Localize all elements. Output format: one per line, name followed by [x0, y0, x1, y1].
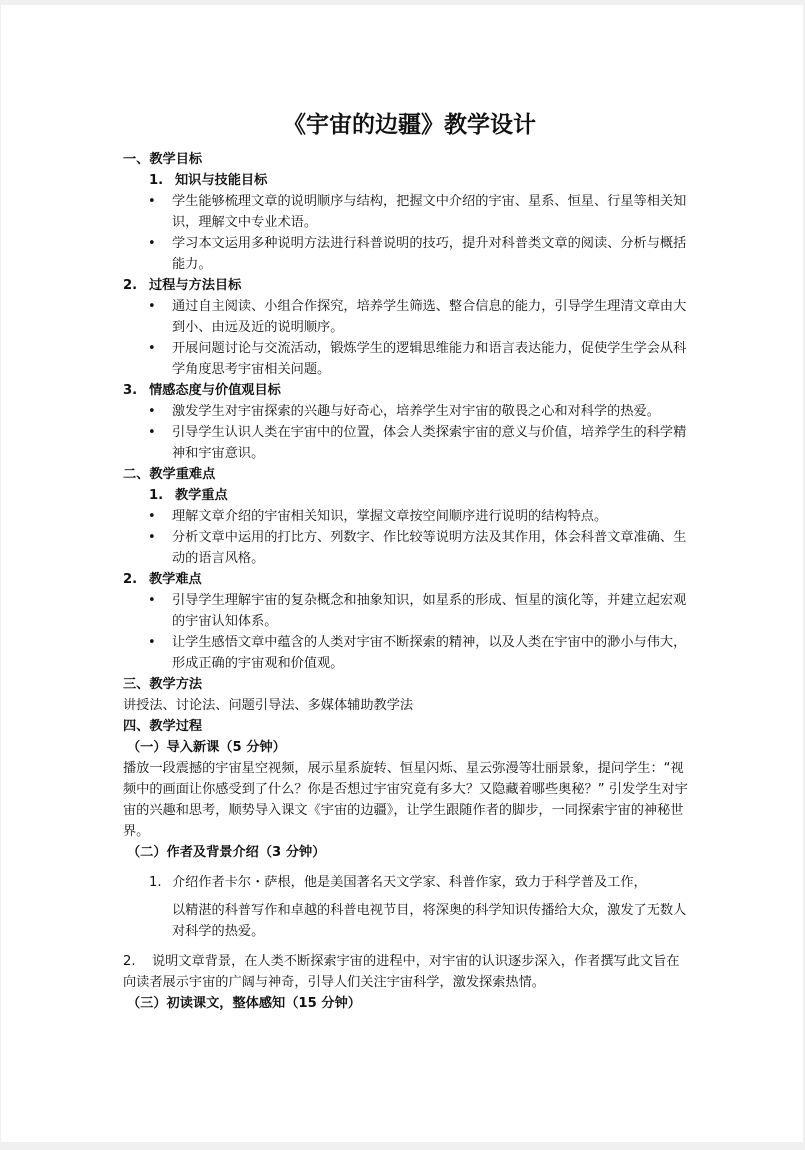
subheading-knowledge-skills: [123, 170, 688, 191]
list-item-text: 理解文章介绍的宇宙相关知识，掌握文章按空间顺序进行说明的结构特点。: [172, 509, 608, 524]
list-item-text: 让学生感悟文章中蕴含的人类对宇宙不断探索的精神，以及人类在宇宙中的渺小与伟大，形成正确的宇宙观和价值观。: [172, 635, 687, 671]
list-item-text: 激发学生对宇宙探索的兴趣与好奇心，培养学生对宇宙的敬畏之心和对科学的热爱。: [172, 404, 660, 419]
subheading-label: 教学重点: [175, 488, 228, 503]
list-number: 1.: [149, 875, 162, 890]
list-item: [123, 191, 688, 233]
list-item: [123, 422, 688, 464]
bullet-icon: •: [148, 236, 156, 251]
list-item: [123, 401, 688, 422]
list-item: [123, 632, 688, 674]
step-heading-intro: （一）导入新课（5 分钟）: [127, 740, 286, 755]
list-number: 2.: [123, 954, 136, 969]
subheading-number: 2.: [123, 278, 138, 293]
document-page: [1, 5, 803, 1142]
subheading-process-methods: [123, 275, 688, 296]
methods-text: 讲授法、讨论法、问题引导法、多媒体辅助教学法: [123, 698, 414, 713]
list-item: [123, 233, 688, 275]
subheading-number: 1.: [149, 173, 164, 188]
document-content: [123, 108, 688, 1014]
bullet-icon: •: [148, 530, 156, 545]
subheading-number: 1.: [149, 488, 164, 503]
list-item: [123, 590, 688, 632]
subheading-attitude-values: [123, 380, 688, 401]
bullet-icon: •: [148, 341, 156, 356]
subheading-label: 教学难点: [149, 572, 202, 587]
bullet-icon: •: [148, 404, 156, 419]
list-item: [123, 506, 688, 527]
author-item-1-line1: 介绍作者卡尔・萨根，他是美国著名天文学家、科普作家，致力于科学普及工作，: [172, 875, 647, 890]
list-item-text: 引导学生理解宇宙的复杂概念和抽象知识，如星系的形成、恒星的演化等，并建立起宏观的宇宙认知体系。: [172, 593, 687, 629]
document-title: 《宇宙的边疆》教学设计: [283, 112, 536, 138]
bullet-icon: •: [148, 194, 156, 209]
subheading-label: 情感态度与价值观目标: [149, 383, 281, 398]
list-item: [123, 338, 688, 380]
list-item: [123, 296, 688, 338]
author-item-1-line2: 以精湛的科普写作和卓越的科普电视节目，将深奥的科学知识传播给大众，激发了无数人对科学的热爱。: [172, 903, 687, 939]
list-item-text: 学生能够梳理文章的说明顺序与结构，把握文中介绍的宇宙、星系、恒星、行星等相关知识，理解文中专业术语。: [172, 194, 687, 230]
author-item-1: [123, 872, 688, 942]
subheading-label: 知识与技能目标: [175, 173, 268, 188]
subheading-number: 2.: [123, 572, 138, 587]
step-heading-first-reading: （三）初读课文，整体感知（15 分钟）: [127, 996, 361, 1011]
author-item-2: [123, 951, 688, 993]
subheading-number: 3.: [123, 383, 138, 398]
list-item-text: 开展问题讨论与交流活动，锻炼学生的逻辑思维能力和语言表达能力，促使学生学会从科学角度思考宇宙相关问题。: [172, 341, 687, 377]
list-item-text: 通过自主阅读、小组合作探究，培养学生筛选、整合信息的能力，引导学生理清文章由大到小、由远及近的说明顺序。: [172, 299, 687, 335]
subheading-difficulties: [123, 569, 688, 590]
step-heading-author: （二）作者及背景介绍（3 分钟）: [127, 845, 326, 860]
section-heading-key-points: 二、教学重难点: [123, 467, 216, 482]
list-item-text: 分析文章中运用的打比方、列数字、作比较等说明方法及其作用，体会科普文章准确、生动的语言风格。: [172, 530, 687, 566]
bullet-icon: •: [148, 425, 156, 440]
list-item-text: 学习本文运用多种说明方法进行科普说明的技巧，提升对科普类文章的阅读、分析与概括能力。: [172, 236, 687, 272]
list-item-text: 引导学生认识人类在宇宙中的位置，体会人类探索宇宙的意义与价值，培养学生的科学精神和宇宙意识。: [172, 425, 687, 461]
subheading-key-points: [123, 485, 688, 506]
subheading-label: 过程与方法目标: [149, 278, 242, 293]
bullet-icon: •: [148, 635, 156, 650]
section-heading-methods: 三、教学方法: [123, 677, 203, 692]
section-heading-process: 四、教学过程: [123, 719, 203, 734]
author-item-2-text: 说明文章背景，在人类不断探索宇宙的进程中，对宇宙的认识逐步深入，作者撰写此文旨在向读者展示宇宙的广阔与神奇，引导人们关注宇宙科学，激发探索热情。: [123, 954, 680, 990]
bullet-icon: •: [148, 509, 156, 524]
step-intro-text: 播放一段震撼的宇宙星空视频，展示星系旋转、恒星闪烁、星云弥漫等壮丽景象，提问学生：“视频中的画面让你感受到了什么？你是否想过宇宙究竟有多大？又隐藏着哪些奥秘？” 引发学生对宇宙的兴趣和思考，顺势导入课文《宇宙的边疆》，让学生跟随作者的脚步，一同探索宇宙的神秘世界。: [123, 761, 688, 839]
bullet-icon: •: [148, 593, 156, 608]
section-heading-objectives: 一、教学目标: [123, 152, 203, 167]
bullet-icon: •: [148, 299, 156, 314]
list-item: [123, 527, 688, 569]
